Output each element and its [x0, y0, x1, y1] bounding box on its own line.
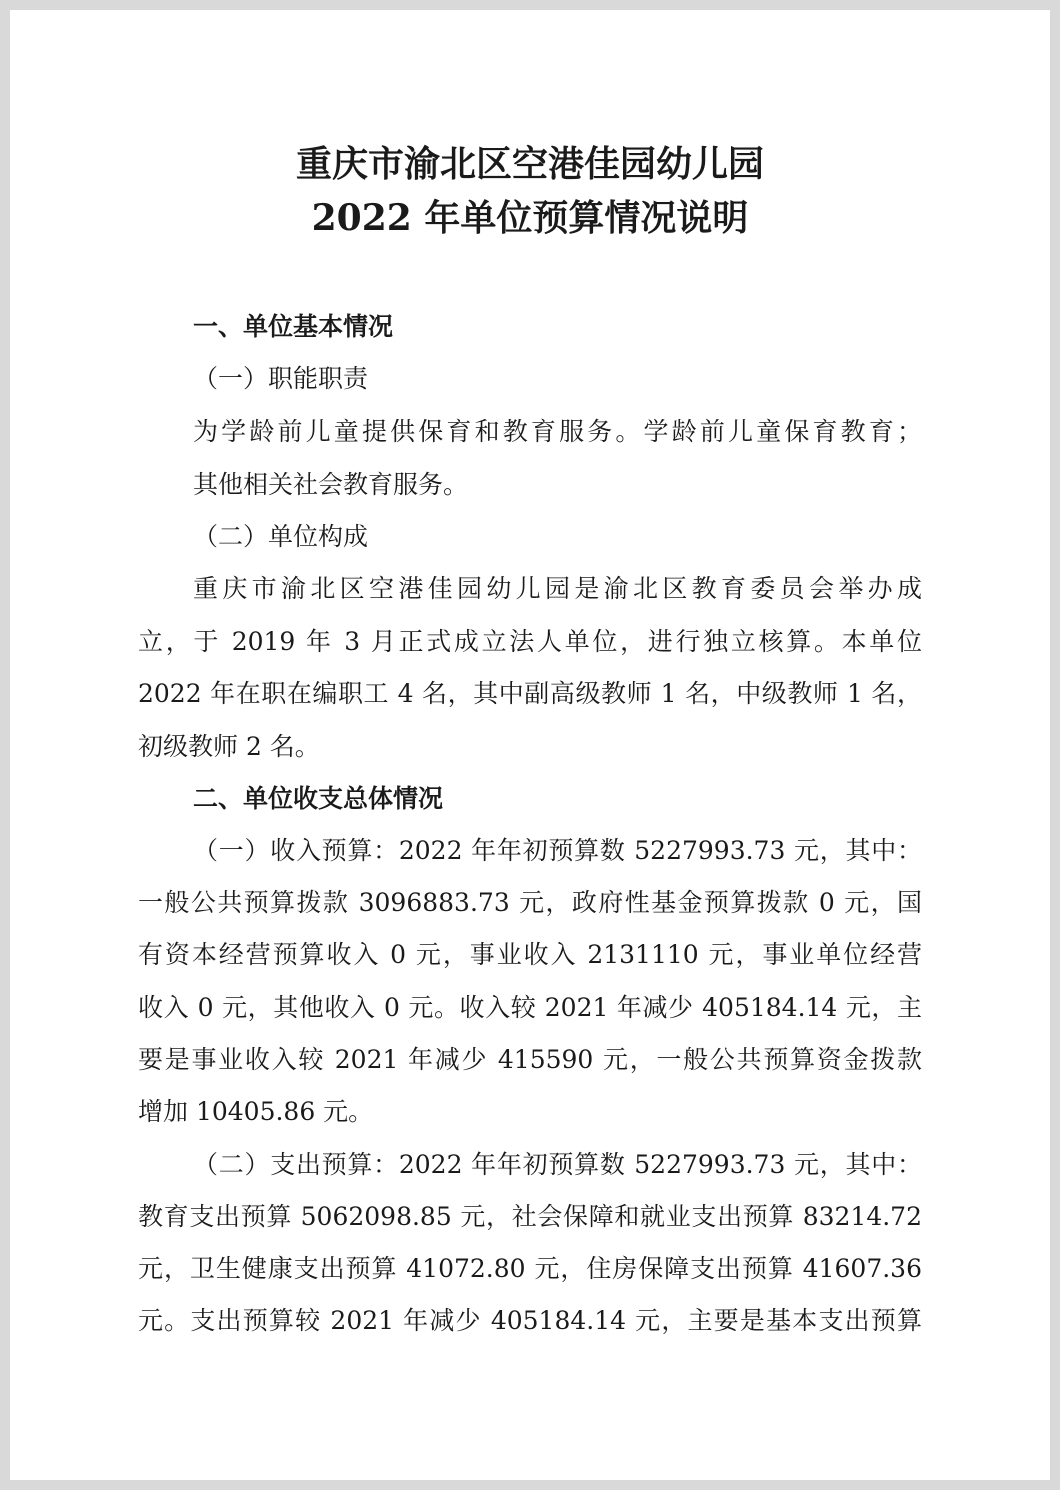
paragraph-line: （一）收入预算：2022 年年初预算数 5227993.73 元，其中： — [193, 836, 922, 865]
paragraph-line: 其他相关社会教育服务。 — [193, 470, 469, 499]
paragraph-line: 要是事业收入较 2021 年减少 415590 元，一般公共预算资金拨款 — [138, 1045, 922, 1074]
paragraph-line: 教育支出预算 5062098.85 元，社会保障和就业支出预算 83214.72 — [138, 1202, 922, 1231]
paragraph-line: 为学龄前儿童提供保育和教育服务。学龄前儿童保育教育； — [193, 417, 922, 446]
section-1-heading: 一、单位基本情况 — [193, 312, 394, 341]
section-2-heading: 二、单位收支总体情况 — [193, 784, 444, 813]
paragraph-line: 收入 0 元，其他收入 0 元。收入较 2021 年减少 405184.14 元，主 — [138, 993, 922, 1022]
subsection-2-heading: （二）单位构成 — [193, 522, 369, 551]
paragraph-line: 初级教师 2 名。 — [138, 732, 320, 761]
document-title-line-1: 重庆市渝北区空港佳园幼儿园 — [295, 143, 764, 185]
document-title-line-2: 2022 年单位预算情况说明 — [311, 197, 749, 239]
paragraph-line: 立，于 2019 年 3 月正式成立法人单位，进行独立核算。本单位 — [138, 627, 922, 656]
paragraph-line: 元。支出预算较 2021 年减少 405184.14 元，主要是基本支出预算 — [138, 1306, 922, 1335]
paragraph-line: 有资本经营预算收入 0 元，事业收入 2131110 元，事业单位经营 — [138, 940, 922, 969]
paragraph-line: 增加 10405.86 元。 — [138, 1097, 374, 1126]
paragraph-line: （二）支出预算：2022 年年初预算数 5227993.73 元，其中： — [193, 1150, 922, 1179]
subsection-1-heading: （一）职能职责 — [193, 364, 369, 393]
paragraph-line: 重庆市渝北区空港佳园幼儿园是渝北区教育委员会举办成 — [193, 574, 922, 603]
paragraph-line: 一般公共预算拨款 3096883.73 元，政府性基金预算拨款 0 元，国 — [138, 888, 922, 917]
paragraph-line: 2022 年在职在编职工 4 名，其中副高级教师 1 名，中级教师 1 名， — [138, 679, 922, 708]
paragraph-line: 元，卫生健康支出预算 41072.80 元，住房保障支出预算 41607.36 — [138, 1254, 922, 1283]
